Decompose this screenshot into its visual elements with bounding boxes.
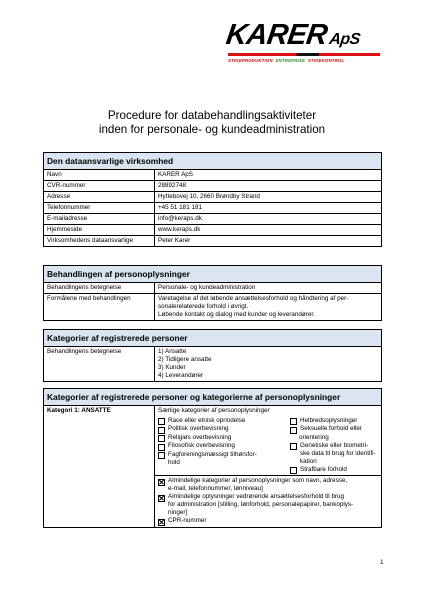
- checkbox[interactable]: [158, 444, 165, 451]
- checkbox[interactable]: [290, 467, 297, 474]
- logo-tagline: STIGEPRODUKTION ENTREPRISE STIGEKONTROL: [228, 58, 345, 63]
- checkbox-item: Helbredsoplysninger: [290, 417, 378, 425]
- checkbox[interactable]: [158, 418, 165, 425]
- table-row: Telefonnummer +45 51 181 181: [44, 203, 381, 214]
- checkbox-item: Filosofisk overbevisning: [158, 442, 284, 450]
- table-row: Kategori 1: ANSATTE Særlige kategorier af personoplysninger Race eller etnisk oprindelse Politisk overbevisning Religiøs overbevisning Filosofisk overbevisning Fagforeningsmæssigt tilhørsfor- hold Helbredsoplysninger Seksuelle forhold eller orientering Genetiske eller biometri- ske data til brug for identifi- kation Strafbare forhold Almindelige kategorier af personoplysninger som navn, adresse, e-mail, telefonnummer, lønniveau] Almindelige oplysninger vedrørende ansættelsesforhold til brug for administration [stilling, lønforhold, personalepapirer, bankoplys- ninger] CPR-nummer: [44, 406, 381, 527]
- checkbox[interactable]: [158, 435, 165, 442]
- checkbox-checked[interactable]: [158, 519, 165, 526]
- table-row: CVR-nummer 28892748: [44, 181, 381, 192]
- list-item: 2) Tidligere ansatte: [158, 356, 212, 363]
- checkbox-item: Strafbare forhold: [290, 466, 378, 474]
- section-processing: [43, 265, 382, 321]
- list-item: 3) Kunder: [158, 364, 186, 371]
- special-categories-heading: Særlige kategorier af personoplysninger: [158, 407, 270, 414]
- checkbox-checked[interactable]: [158, 479, 165, 486]
- checkbox[interactable]: [158, 452, 165, 459]
- checkbox[interactable]: [290, 427, 297, 434]
- section-heading: Kategorier af registrerede personer og kategorierne af personoplysninger: [44, 389, 381, 406]
- table-row: Hjemmeside www.keraps.dk: [44, 225, 381, 236]
- list-item: 4) Leverandører: [158, 372, 204, 379]
- checkbox[interactable]: [290, 418, 297, 425]
- checkbox-item: Seksuelle forhold eller: [290, 425, 378, 433]
- checkbox-item-checked: CPR-nummer: [158, 517, 378, 525]
- table-row: Navn KARER ApS: [44, 170, 381, 181]
- checkbox[interactable]: [158, 427, 165, 434]
- checkbox[interactable]: [290, 443, 297, 450]
- section-heading: Behandlingen af personoplysninger: [44, 266, 381, 283]
- section-data-categories: [43, 388, 382, 528]
- checkbox-item: Politisk overbevisning: [158, 425, 284, 433]
- checkbox-item: Religiøs overbevisning: [158, 434, 284, 442]
- page-number: 1: [380, 559, 384, 566]
- checkbox-checked[interactable]: [158, 495, 165, 502]
- checkbox-item: Genetiske eller biometri- ske data til brug for identifi- kation: [290, 442, 378, 466]
- document-title: Procedure for databehandlingsaktiviteter inden for personale- og kundeadministration: [98, 109, 326, 136]
- section-data-subjects: [43, 329, 382, 382]
- section-data-controller: [43, 152, 382, 247]
- table-row: Behandlingens betegnelse 1) Ansatte 2) Tidligere ansatte 3) Kunder 4) Leverandører: [44, 347, 381, 381]
- checkbox-item: Fagforeningsmæssigt tilhørsfor- hold: [158, 451, 284, 467]
- checkbox-item-checked: Almindelige kategorier af personoplysninger som navn, adresse, e-mail, telefonnummer, lønniveau]: [158, 477, 378, 493]
- section-heading: Den dataansvarlige virksomhed: [44, 153, 381, 170]
- logo-wordmark: KARERApS: [224, 19, 362, 51]
- table-row: Behandlingens betegnelse Personale- og kundeadministration: [44, 283, 381, 294]
- logo-underline: [228, 53, 380, 56]
- checkbox-item: Race eller etnisk oprindelse: [158, 417, 284, 425]
- table-row: E-mailadresse info@keraps.dk: [44, 214, 381, 225]
- company-logo: [226, 20, 384, 74]
- table-row: Adresse Hyttebovej 10, 2660 Brøndby Strand: [44, 192, 381, 203]
- section-heading: Kategorier af registrerede personer: [44, 330, 381, 347]
- checkbox-item-checked: Almindelige oplysninger vedrørende ansættelsesforhold til brug for administration [stilling, lønforhold, personalepapirer, bankoplys- ninger]: [158, 493, 378, 517]
- table-row: Virksomhedens dataansvarlige Peter Karer: [44, 236, 381, 246]
- list-item: 1) Ansatte: [158, 348, 187, 355]
- table-row: Formålene med behandlingen Varetagelse af det løbende ansættelsesforhold og håndtering af per- sonalerelaterede forhold i øvrigt. Løbende kontakt og dialog med kunder og leverandører.: [44, 294, 381, 320]
